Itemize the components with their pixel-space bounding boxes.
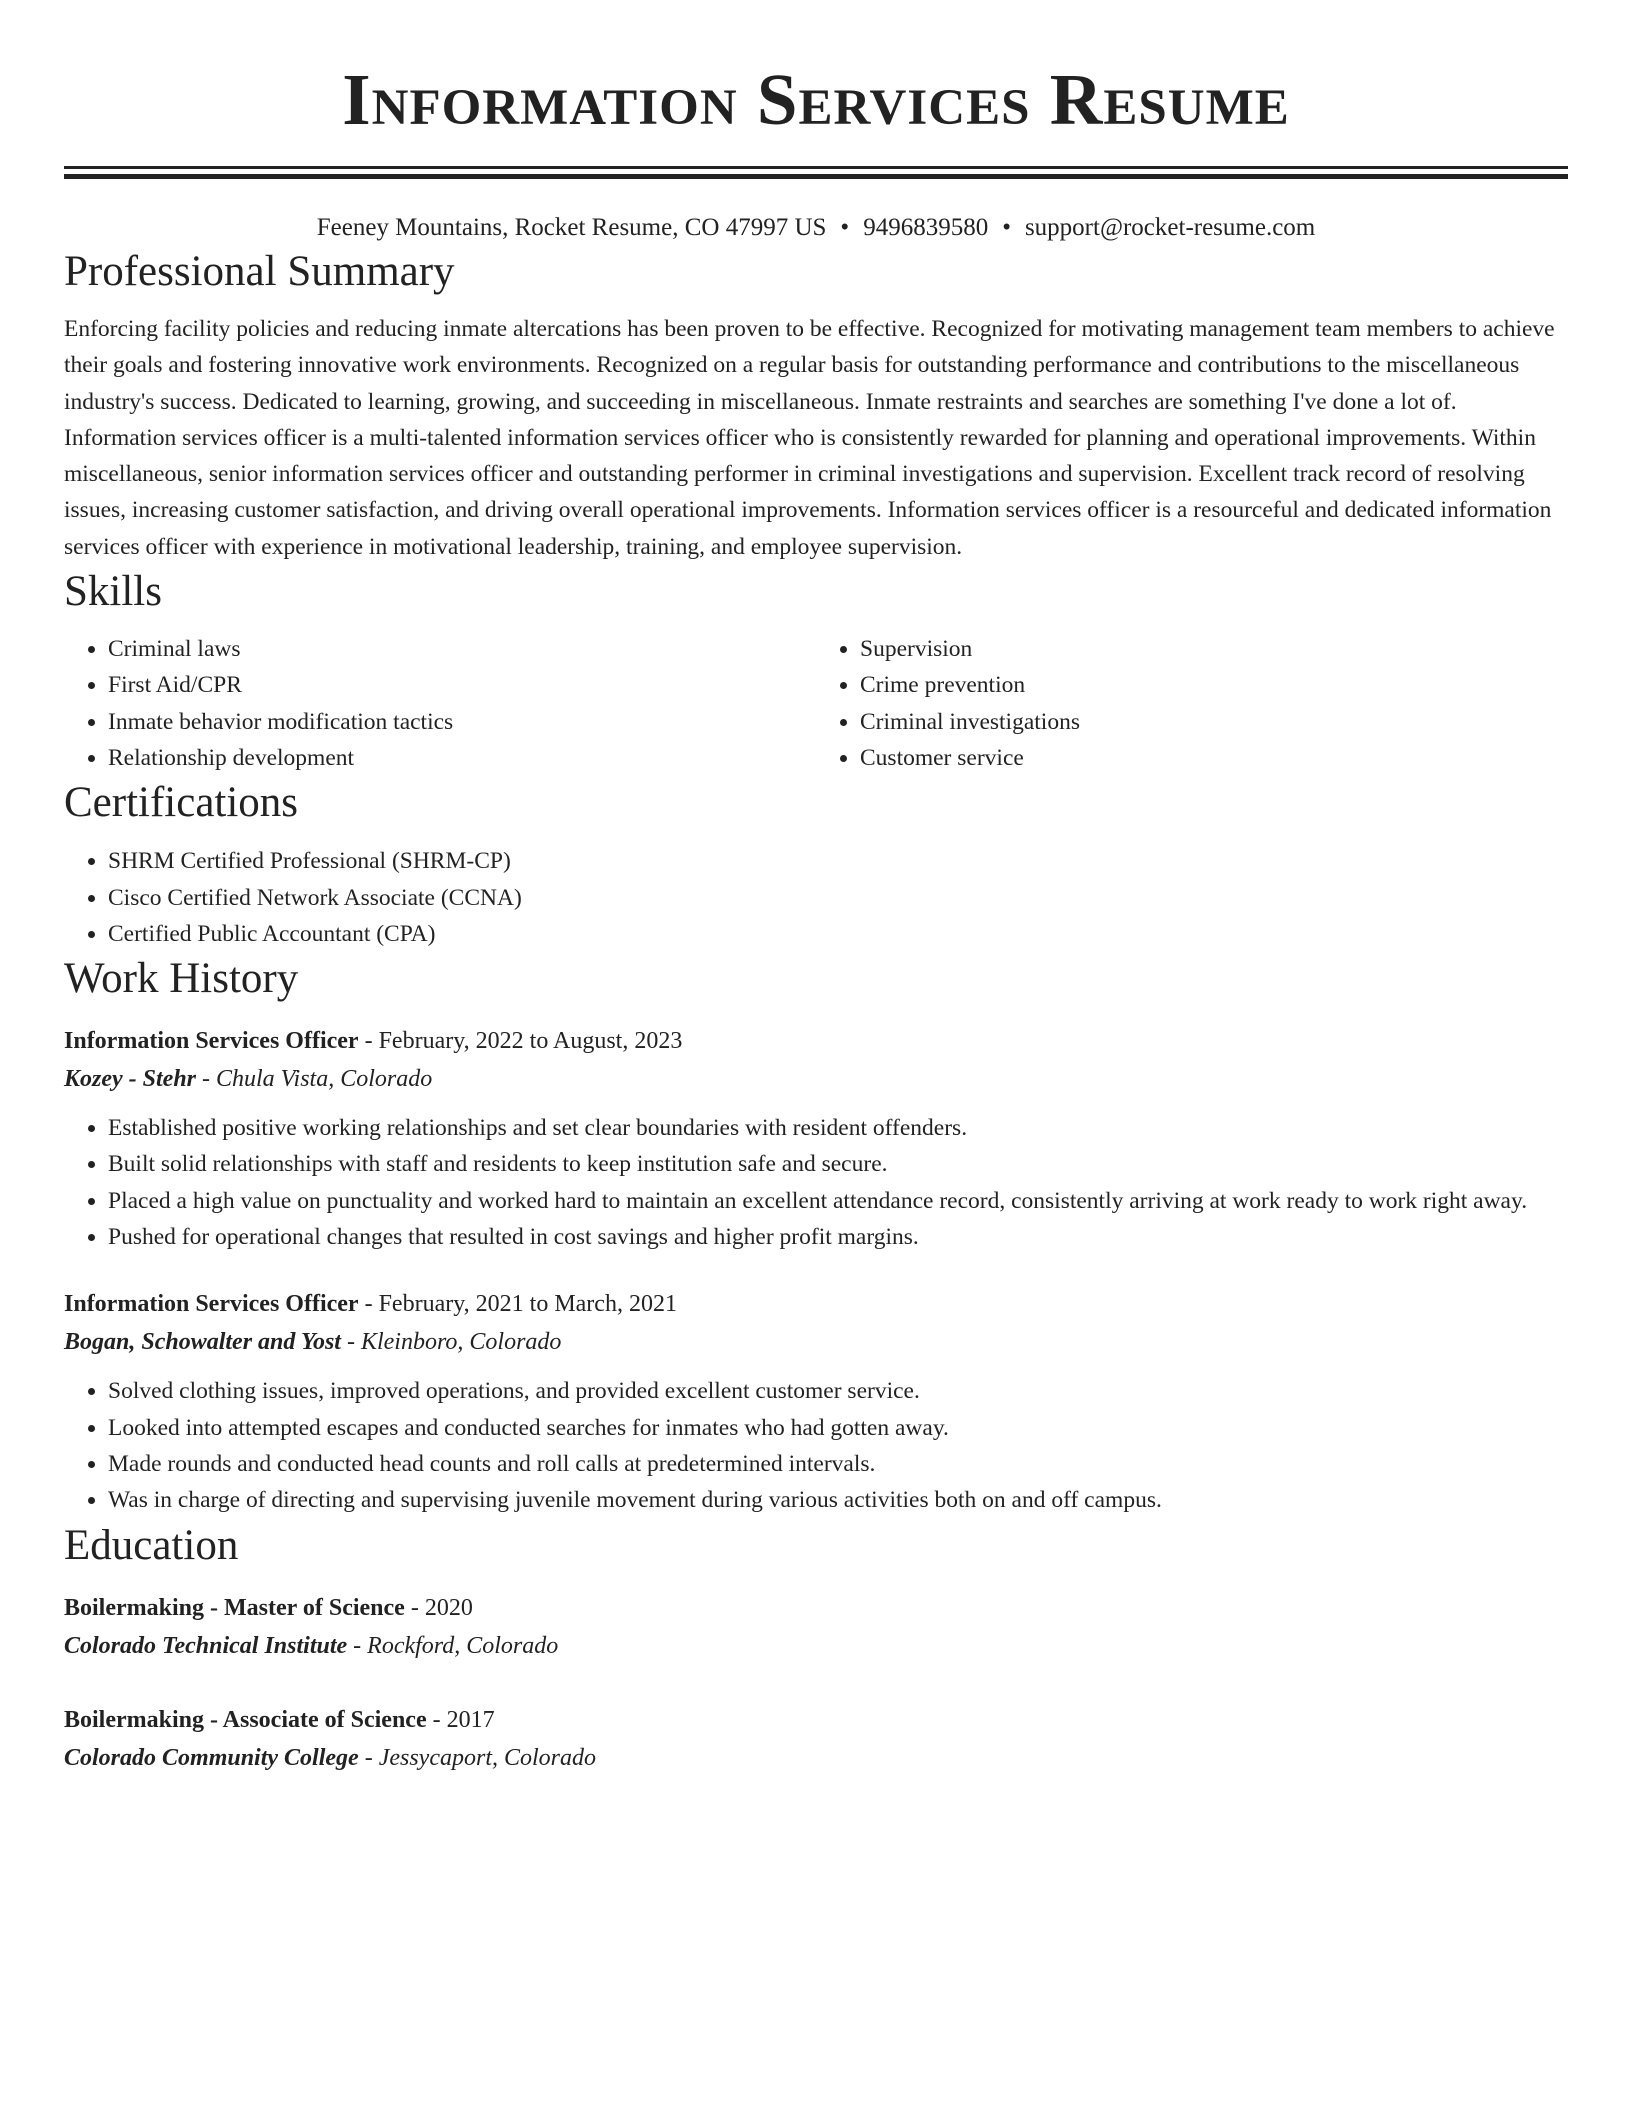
job-title-line xyxy=(64,1022,1568,1060)
job-dates: - February, 2021 to March, 2021 xyxy=(358,1291,677,1318)
title-rule-top xyxy=(64,166,1568,169)
degree-line xyxy=(64,1589,1568,1627)
skills-list-left xyxy=(64,631,816,776)
education-heading: Education xyxy=(64,1521,239,1569)
job-bullet: • Established positive working relationships and set clear boundaries with resident offenders. xyxy=(108,1110,1568,1146)
skill-item: • Crime prevention xyxy=(860,667,1568,703)
job-bullet: • Placed a high value on punctuality and worked hard to maintain an excellent attendance record, consistently arriving at work ready to work right away. xyxy=(108,1183,1568,1219)
work-history-heading: Work History xyxy=(64,955,299,1003)
degree-name: Boilermaking - Associate of Science xyxy=(64,1706,427,1733)
certification-item: • Certified Public Accountant (CPA) xyxy=(108,916,1568,952)
job-title: Information Services Officer xyxy=(64,1028,359,1055)
school-name: Colorado Technical Institute xyxy=(64,1632,348,1659)
school-name: Colorado Community College xyxy=(64,1744,359,1771)
skills-grid xyxy=(64,631,1568,776)
skills-heading: Skills xyxy=(64,568,162,616)
skill-item: • Supervision xyxy=(860,631,1568,667)
skills-list-right xyxy=(816,631,1568,776)
degree-year: - 2020 xyxy=(404,1594,473,1621)
job-bullets xyxy=(64,1373,1568,1518)
degree-line xyxy=(64,1701,1568,1739)
certification-item: • SHRM Certified Professional (SHRM-CP) xyxy=(108,843,1568,879)
job-bullet: • Solved clothing issues, improved operations, and provided excellent customer service. xyxy=(108,1373,1568,1409)
contact-separator: • xyxy=(1002,214,1011,241)
certification-item: • Cisco Certified Network Associate (CCNA) xyxy=(108,880,1568,916)
contact-email: support@rocket-resume.com xyxy=(1024,214,1316,241)
job-bullet: • Pushed for operational changes that resulted in cost savings and higher profit margins. xyxy=(108,1219,1568,1255)
degree-year: - 2017 xyxy=(426,1706,495,1733)
skill-item: • Inmate behavior modification tactics xyxy=(108,704,816,740)
company-name: Bogan, Schowalter and Yost xyxy=(64,1329,341,1356)
job-dates: - February, 2022 to August, 2023 xyxy=(358,1028,683,1055)
contact-address: Feeney Mountains, Rocket Resume, CO 47997 US xyxy=(316,214,827,241)
skill-item: • First Aid/CPR xyxy=(108,667,816,703)
degree-name: Boilermaking - Master of Science xyxy=(64,1594,405,1621)
contact-phone: 9496839580 xyxy=(863,214,989,241)
certifications-heading: Certifications xyxy=(64,779,299,827)
job-title-line xyxy=(64,1285,1568,1323)
contact-line xyxy=(64,211,1568,245)
company-line xyxy=(64,1323,1568,1361)
education-entry xyxy=(64,1701,1568,1777)
summary-text: Enforcing facility policies and reducing inmate altercations has been proven to be effective. Recognized for motivating management team members to achieve their goals and fostering innovative work environments. Recognized on a regular basis for outstanding performance and contributions to the miscellaneous industry's success. Dedicated to learning, growing, and succeeding in miscellaneous. Inmate restraints and searches are something I've done a lot of. Information services officer is a multi-talented information services officer who is consistently rewarded for planning and operational improvements. Within miscellaneous, senior information services officer and outstanding performer in criminal investigations and supervision. Excellent track record of resolving issues, increasing customer satisfaction, and driving overall operational improvements. Information services officer is a resourceful and dedicated information services officer with experience in motivational leadership, training, and employee supervision. xyxy=(64,316,1555,560)
skill-item: • Criminal investigations xyxy=(860,704,1568,740)
job-bullets xyxy=(64,1110,1568,1255)
company-line xyxy=(64,1060,1568,1098)
skill-item: • Criminal laws xyxy=(108,631,816,667)
job-bullet: • Looked into attempted escapes and conducted searches for inmates who had gotten away. xyxy=(108,1410,1568,1446)
summary-heading: Professional Summary xyxy=(64,248,455,295)
skill-item: • Customer service xyxy=(860,740,1568,776)
certifications-list xyxy=(64,843,1568,952)
school-line xyxy=(64,1739,1568,1777)
job-entry xyxy=(64,1022,1568,1255)
job-title: Information Services Officer xyxy=(64,1291,359,1318)
job-bullet: • Was in charge of directing and supervising juvenile movement during various activities both on and off campus. xyxy=(108,1482,1568,1518)
company-location: - Chula Vista, Colorado xyxy=(196,1066,433,1093)
skill-item: • Relationship development xyxy=(108,740,816,776)
company-location: - Kleinboro, Colorado xyxy=(340,1329,562,1356)
contact-separator: • xyxy=(840,214,850,241)
job-entry xyxy=(64,1285,1568,1518)
title-rule-bottom xyxy=(64,174,1568,179)
resume-title: Information Services Resume xyxy=(342,59,1290,140)
job-bullet: • Built solid relationships with staff and residents to keep institution safe and secure. xyxy=(108,1146,1568,1182)
company-name: Kozey - Stehr xyxy=(64,1066,196,1093)
job-bullet: • Made rounds and conducted head counts and roll calls at predetermined intervals. xyxy=(108,1446,1568,1482)
school-location: - Jessycaport, Colorado xyxy=(358,1744,597,1771)
school-line xyxy=(64,1627,1568,1665)
school-location: - Rockford, Colorado xyxy=(347,1632,559,1659)
education-entry xyxy=(64,1589,1568,1665)
